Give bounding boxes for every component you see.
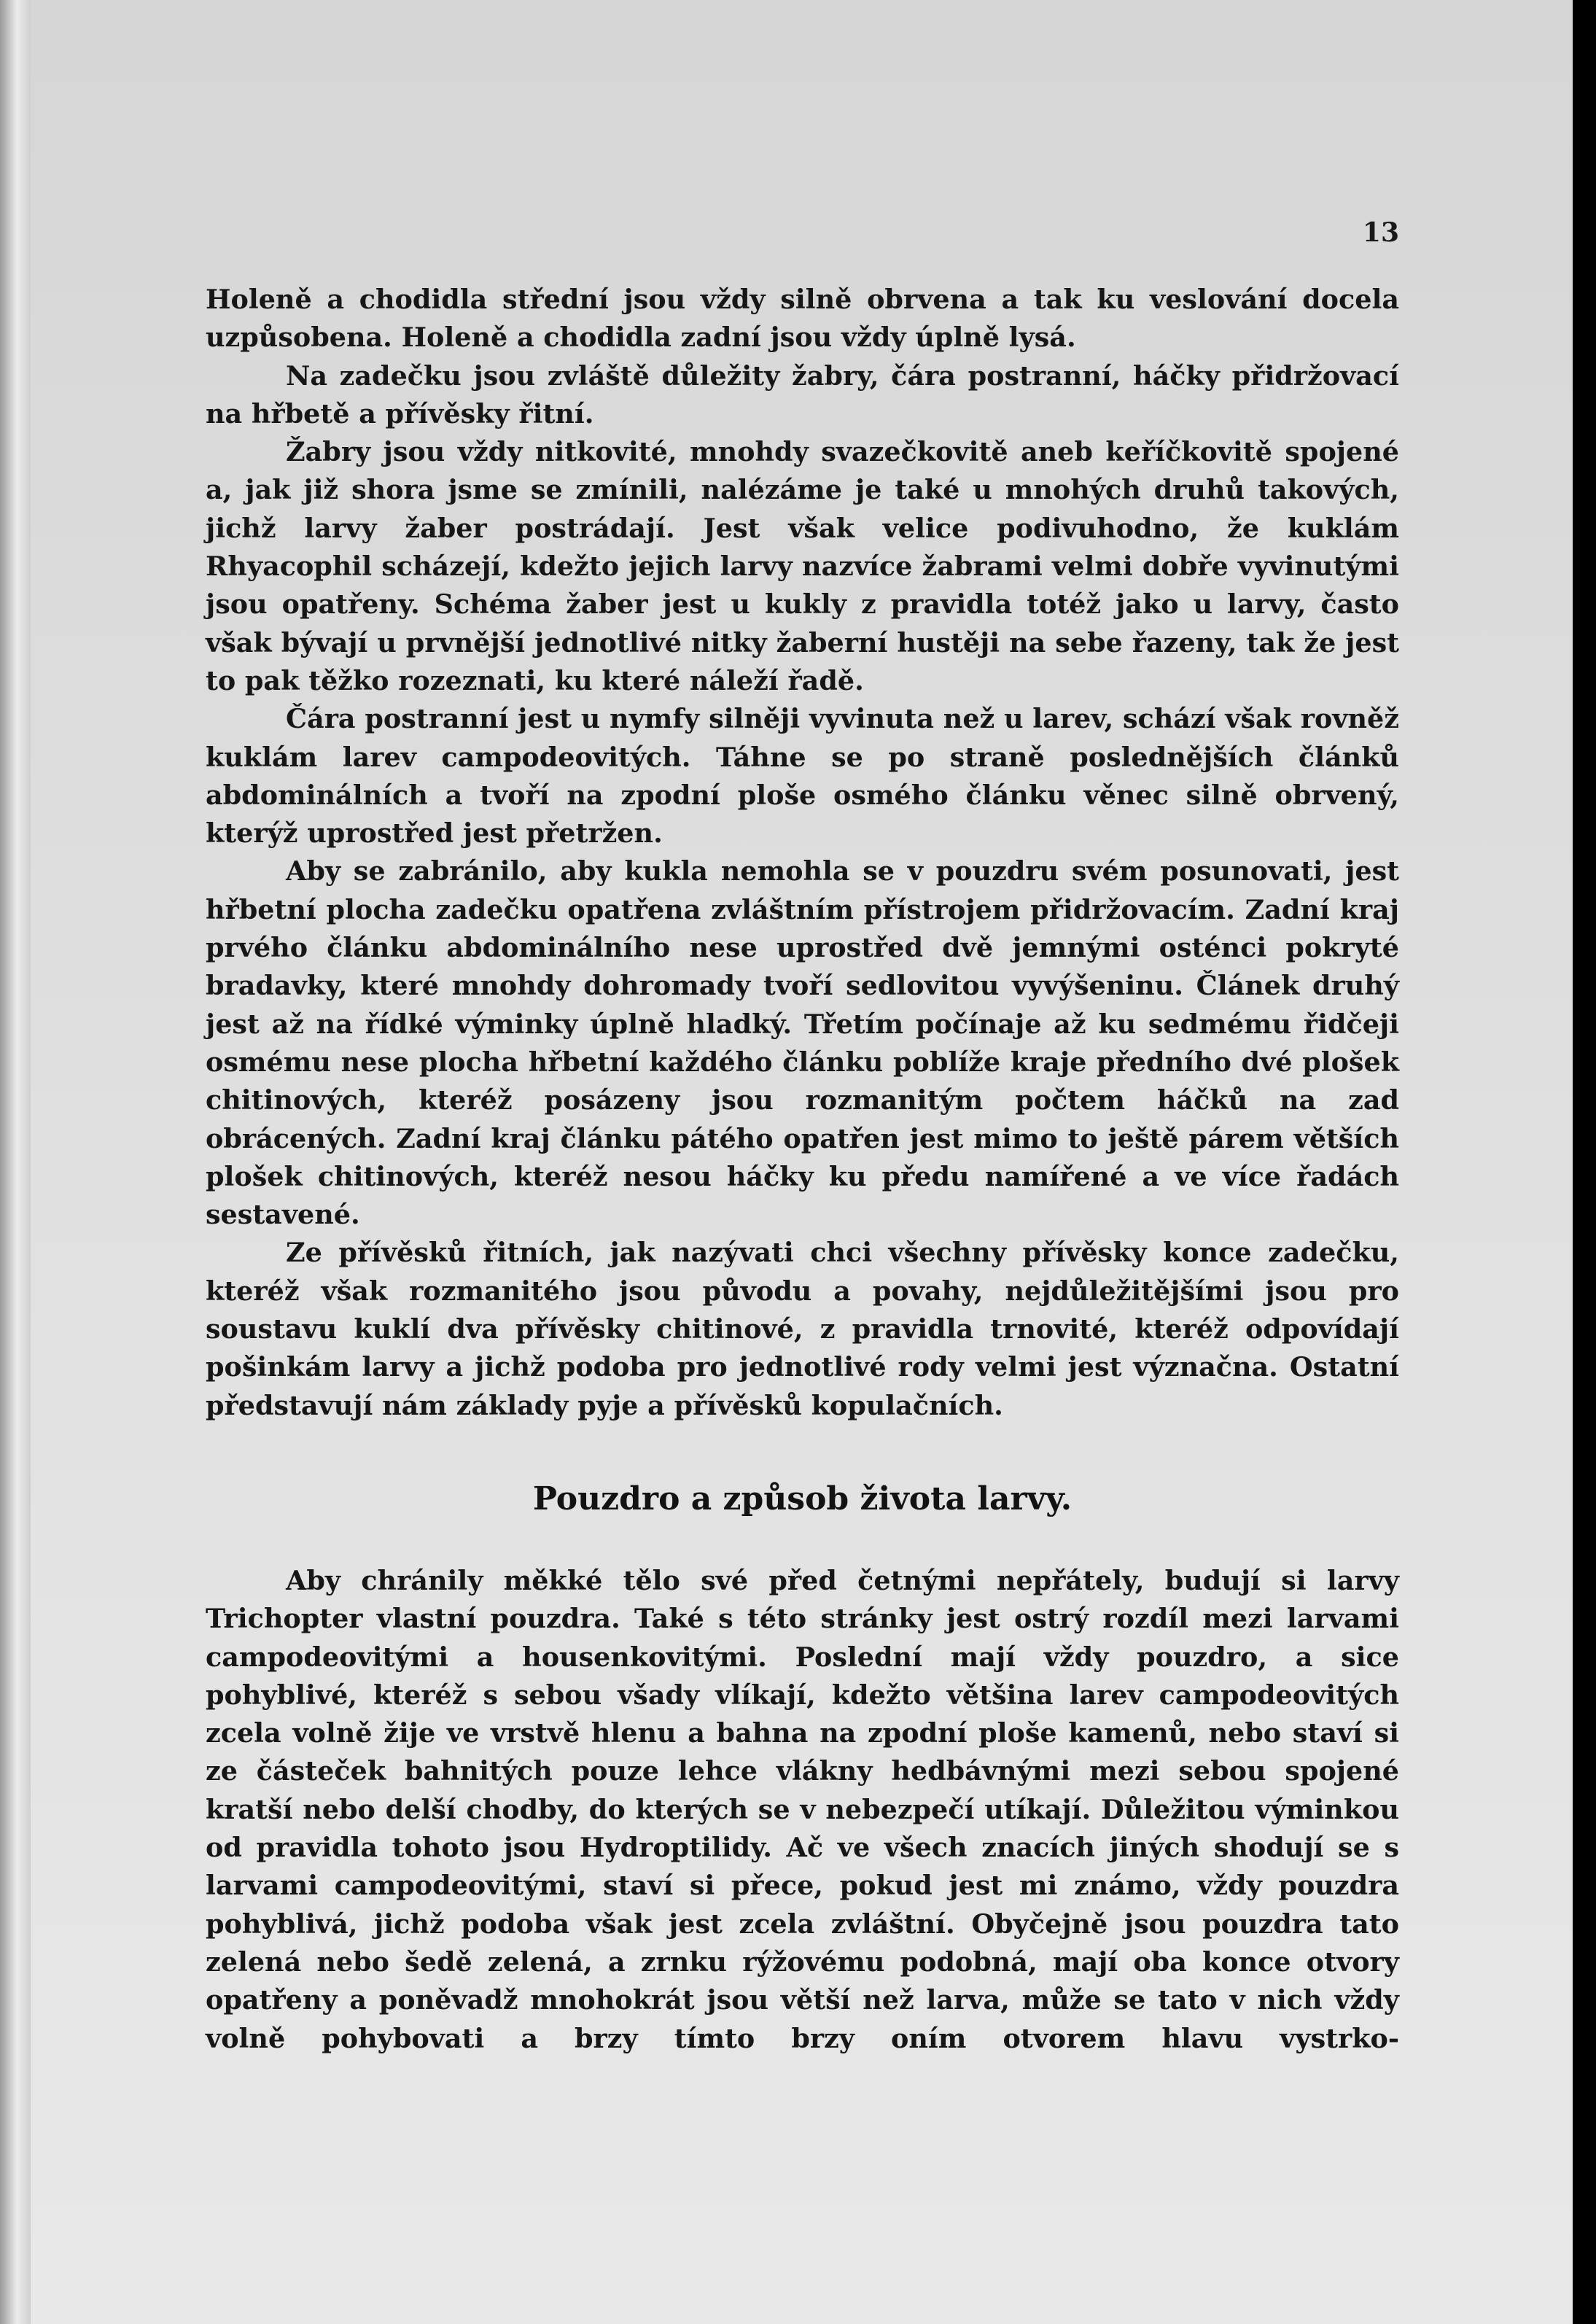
- paragraph: Ze přívěsků řitních, jak nazývati chci všechny přívěsky konce zadečku, kteréž však rozmanitého jsou původu a povahy, nejdůležitějšími jsou pro soustavu kuklí dva přívěsky chitinové, z pravidla trnovité, kteréž odpovídají pošinkám larvy a jichž podoba pro jednotlivé rody velmi jest význačna. Ostatní představují nám základy pyje a přívěsků kopulačních.: [206, 1237, 1399, 1421]
- book-page: [31, 0, 1573, 2324]
- page-left-margin: [0, 0, 31, 2324]
- page-number: 13: [1362, 217, 1399, 248]
- section-body-text: [206, 281, 1399, 1425]
- paragraph: Na zadečku jsou zvláště důležity žabry, čára postranní, háčky přidržovací na hřbetě a přívěsky řitní.: [206, 360, 1399, 430]
- section-heading: Pouzdro a způsob života larvy.: [532, 1480, 1073, 1517]
- paragraph: Aby se zabránilo, aby kukla nemohla se v pouzdru svém posunovati, jest hřbetní plocha zadečku opatřena zvláštním přístrojem přidržovacím. Zadní kraj prvého článku abdominálního nese uprostřed dvě jemnými osténci pokryté bradavky, které mnohdy dohromady tvoří sedlovitou vyvýšeninu. Článek druhý jest až na řídké výminky úplně hladký. Třetím počínaje až ku sedmému řidčeji osmému nese plocha hřbetní každého článku poblíže kraje předního dvé plošek chitinových, kteréž posázeny jsou rozmanitým počtem háčků na zad obrácených. Zadní kraj článku pátého opatřen jest mimo to ještě párem větších plošek chitinových, kteréž nesou háčky ku předu namířené a ve více řadách sestavené.: [206, 855, 1399, 1231]
- paragraph: Žabry jsou vždy nitkovité, mnohdy svazečkovitě aneb keříčkovitě spojené a, jak již shora jsme se zmínili, nalézáme je také u mnohých druhů takových, jichž larvy žaber postrádají. Jest však velice podivuhodno, že kuklám Rhyacophil scházejí, kdežto jejich larvy nazvíce žabrami velmi dobře vyvinutými jsou opatřeny. Schéma žaber jest u kukly z pravidla totéž jako u larvy, často však bývají u prvnější jednotlivé nitky žaberní hustěji na sebe řazeny, tak že jest to pak těžko rozeznati, ku které náleží řadě.: [206, 436, 1399, 696]
- paragraph: Holeně a chodidla střední jsou vždy silně obrvena a tak ku veslování docela uzpůsobena. Holeně a chodidla zadní jsou vždy úplně lysá.: [206, 284, 1399, 354]
- paragraph: Aby chránily měkké tělo své před četnými nepřátely, budují si larvy Trichopter vlastní pouzdra. Také s této stránky jest ostrý rozdíl mezi larvami campodeovitými a housenkovitými. Poslední mají vždy pouzdro, a sice pohyblivé, kteréž s sebou všady vlíkají, kdežto většina larev campodeovitých zcela volně žije ve vrstvě hlenu a bahna na zpodní ploše kamenů, nebo staví si ze částeček bahnitých pouze lehce vlákny hedbávnými mezi sebou spojené kratší nebo delší chodby, do kterých se v nebezpečí utíkají. Důležitou výminkou od pravidla tohoto jsou Hydroptilidy. Ač ve všech znacích jiných shodují se s larvami campodeovitými, staví si přece, pokud jest mi známo, vždy pouzdra pohyblivá, jichž podoba však jest zcela zvláštní. Obyčejně jsou pouzdra tato zelená nebo šedě zelená, a zrnku rýžovému podobná, mají oba konce otvory opatřeny a poněvadž mnohokrát jsou větší než larva, může se tato v nich vždy volně pohybovati a brzy tímto brzy oním otvorem hlavu vystrko-: [206, 1565, 1399, 2054]
- section-body-text: [206, 1562, 1399, 2058]
- paragraph: Čára postranní jest u nymfy silněji vyvinuta než u larev, schází však rovněž kuklám larev campodeovitých. Táhne se po straně poslednějších článků abdominálních a tvoří na zpodní ploše osmého článku věnec silně obrvený, kterýž uprostřed jest přetržen.: [206, 703, 1399, 850]
